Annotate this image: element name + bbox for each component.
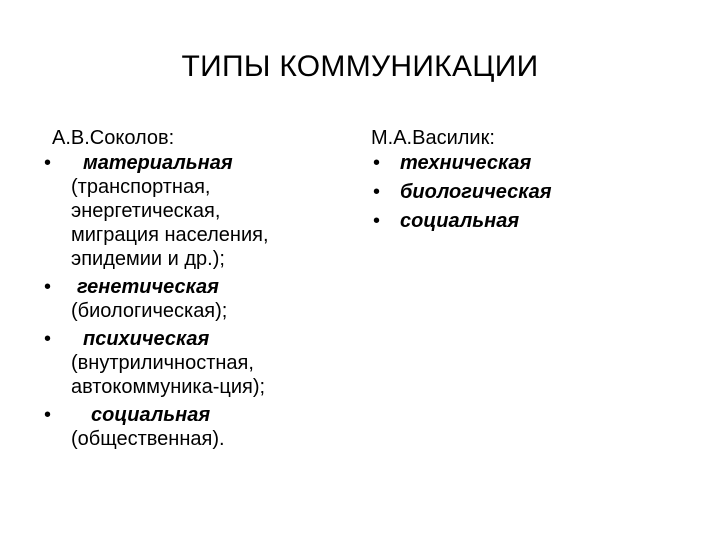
item-desc-line: автокоммуника-ция);	[71, 376, 266, 398]
item-term: материальная	[83, 152, 233, 174]
list-item	[42, 327, 342, 399]
right-column-vasilik	[371, 125, 691, 238]
bullet-icon: •	[373, 152, 381, 174]
item-desc-line: энергетическая,	[71, 200, 221, 222]
item-term: социальная	[400, 210, 520, 232]
item-desc-line: эпидемии и др.);	[71, 248, 225, 270]
page-title: ТИПЫ КОММУНИКАЦИИ	[181, 50, 539, 83]
item-term: техническая	[400, 152, 532, 174]
bullet-icon: •	[44, 276, 52, 298]
right-list	[371, 151, 691, 233]
bullet-icon: •	[373, 181, 381, 203]
bullet-icon: •	[373, 210, 381, 232]
item-desc-line: миграция населения,	[71, 224, 269, 246]
item-term: биологическая	[400, 181, 552, 203]
item-term: генетическая	[77, 276, 219, 298]
left-list	[42, 151, 342, 451]
list-item	[371, 180, 691, 204]
list-item	[371, 151, 691, 175]
item-desc-line: (транспортная,	[71, 176, 211, 198]
list-item	[42, 403, 342, 451]
item-term: социальная	[91, 404, 211, 426]
item-desc-line: (внутриличностная,	[71, 352, 254, 374]
list-item	[42, 151, 342, 271]
item-desc-line: (общественная).	[71, 428, 225, 450]
right-heading: М.А.Василик:	[371, 127, 495, 149]
bullet-icon: •	[44, 328, 52, 350]
bullet-icon: •	[44, 404, 52, 426]
item-term: психическая	[83, 328, 210, 350]
left-column-sokolov	[42, 125, 342, 455]
bullet-icon: •	[44, 152, 52, 174]
list-item	[42, 275, 342, 323]
left-heading: А.В.Соколов:	[52, 127, 175, 149]
list-item	[371, 209, 691, 233]
item-desc-line: (биологическая);	[71, 300, 228, 322]
